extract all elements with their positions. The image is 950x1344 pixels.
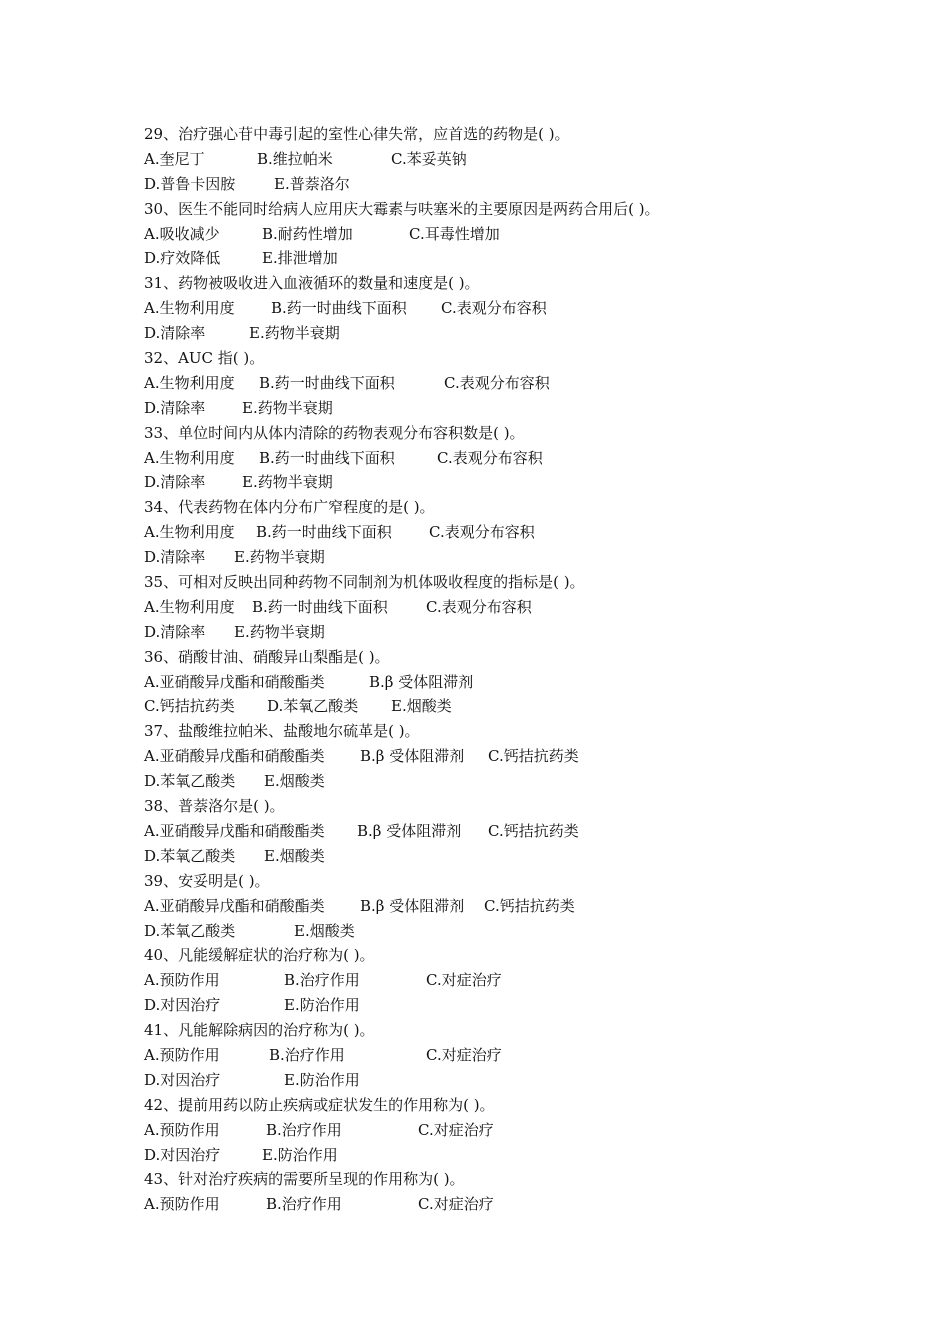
option-a: C.钙拮抗药类 (144, 697, 235, 716)
option-a: D.清除率 (144, 324, 206, 343)
option-b: B.治疗作用 (269, 1045, 345, 1064)
option-row (144, 545, 844, 570)
option-row (144, 246, 844, 271)
option-a: A.奎尼丁 (144, 149, 205, 168)
option-a: A.预防作用 (144, 1045, 220, 1064)
option-a: D.苯氧乙酸类 (144, 772, 236, 791)
option-b: E.烟酸类 (294, 921, 355, 940)
question-text: 43、针对治疗疾病的需要所呈现的作用称为( )。 (144, 1170, 465, 1189)
question-text: 37、盐酸维拉帕米、盐酸地尔硫革是( )。 (144, 722, 420, 741)
option-b: B.β 受体阻滞剂 (360, 896, 465, 915)
option-c: C.对症治疗 (426, 971, 502, 990)
option-row (144, 993, 844, 1018)
option-row (144, 1118, 844, 1143)
option-row (144, 819, 844, 844)
option-a: A.生物利用度 (144, 373, 235, 392)
option-b: B.β 受体阻滞剂 (369, 672, 474, 691)
question-text: 36、硝酸甘油、硝酸异山梨酯是( )。 (144, 647, 390, 666)
option-a: D.普鲁卡因胺 (144, 174, 236, 193)
option-b: B.β 受体阻滞剂 (360, 747, 465, 766)
option-a: D.对因治疗 (144, 1070, 221, 1089)
option-row (144, 222, 844, 247)
option-row (144, 595, 844, 620)
option-c: C.表观分布容积 (437, 448, 543, 467)
option-c: C.对症治疗 (418, 1195, 494, 1214)
option-b: B.药一时曲线下面积 (252, 597, 388, 616)
option-b: E.药物半衰期 (249, 324, 340, 343)
option-row (144, 1043, 844, 1068)
option-row (144, 520, 844, 545)
option-c: E.烟酸类 (391, 697, 452, 716)
option-c: C.表观分布容积 (426, 597, 532, 616)
option-b: B.治疗作用 (284, 971, 360, 990)
option-b: B.治疗作用 (266, 1120, 342, 1139)
option-a: A.预防作用 (144, 971, 220, 990)
option-b: B.药一时曲线下面积 (259, 373, 395, 392)
option-b: E.防治作用 (284, 996, 360, 1015)
option-row (144, 1068, 844, 1093)
option-b: B.药一时曲线下面积 (271, 299, 407, 318)
option-c: C.表观分布容积 (441, 299, 547, 318)
question-text: 35、可相对反映出同种药物不同制剂为机体吸收程度的指标是( )。 (144, 573, 585, 592)
option-a: D.清除率 (144, 548, 206, 567)
option-row (144, 968, 844, 993)
option-b: E.烟酸类 (264, 846, 325, 865)
question-text: 29、治疗强心苷中毒引起的室性心律失常，应首选的药物是( )。 (144, 125, 570, 143)
option-row (144, 670, 844, 695)
option-b: E.药物半衰期 (242, 398, 333, 417)
option-b: E.排泄增加 (262, 249, 338, 268)
option-b: E.烟酸类 (264, 772, 325, 791)
option-row (144, 620, 844, 645)
question-text: 31、药物被吸收进入血液循环的数量和速度是( )。 (144, 274, 480, 293)
option-row (144, 446, 844, 471)
question-text: 32、AUC 指( )。 (144, 349, 265, 368)
option-a: A.亚硝酸异戊酯和硝酸酯类 (144, 672, 325, 691)
option-c: C.苯妥英钠 (391, 149, 467, 168)
option-row (144, 296, 844, 321)
option-b: B.耐药性增加 (262, 224, 353, 243)
option-row (144, 470, 844, 495)
option-a: D.疗效降低 (144, 249, 221, 268)
option-a: D.苯氧乙酸类 (144, 846, 236, 865)
option-a: A.生物利用度 (144, 597, 235, 616)
option-b: B.β 受体阻滞剂 (357, 821, 462, 840)
question-text: 42、提前用药以防止疾病或症状发生的作用称为( )。 (144, 1095, 495, 1114)
option-row (144, 321, 844, 346)
question-text: 38、普萘洛尔是( )。 (144, 797, 285, 816)
question-list (144, 122, 844, 1217)
option-a: A.亚硝酸异戊酯和硝酸酯类 (144, 747, 325, 766)
option-row (144, 396, 844, 421)
option-a: A.生物利用度 (144, 523, 235, 542)
option-c: C.表观分布容积 (444, 373, 550, 392)
question-text: 34、代表药物在体内分布广窄程度的是( )。 (144, 498, 435, 517)
option-b: B.维拉帕米 (257, 149, 333, 168)
option-row (144, 694, 844, 719)
option-a: A.亚硝酸异戊酯和硝酸酯类 (144, 896, 325, 915)
question-text: 30、医生不能同时给病人应用庆大霉素与呋塞米的主要原因是两药合用后( )。 (144, 199, 660, 218)
option-a: D.对因治疗 (144, 1145, 221, 1164)
option-c: C.对症治疗 (418, 1120, 494, 1139)
option-c: C.钙拮抗药类 (488, 821, 579, 840)
option-a: D.清除率 (144, 398, 206, 417)
question-text: 41、凡能解除病因的治疗称为( )。 (144, 1021, 375, 1040)
option-a: A.吸收减少 (144, 224, 220, 243)
option-b: E.防治作用 (284, 1070, 360, 1089)
option-row (144, 172, 844, 197)
option-a: A.预防作用 (144, 1120, 220, 1139)
option-row (144, 744, 844, 769)
option-a: A.生物利用度 (144, 299, 235, 318)
option-a: D.苯氧乙酸类 (144, 921, 236, 940)
option-b: E.药物半衰期 (242, 473, 333, 492)
option-b: E.普萘洛尔 (274, 174, 350, 193)
option-c: C.钙拮抗药类 (488, 747, 579, 766)
option-row (144, 1192, 844, 1217)
option-b: E.防治作用 (262, 1145, 338, 1164)
option-row (144, 1143, 844, 1168)
question-text: 33、单位时间内从体内清除的药物表观分布容积数是( )。 (144, 423, 525, 442)
option-b: B.治疗作用 (266, 1195, 342, 1214)
option-a: D.清除率 (144, 622, 206, 641)
option-b: D.苯氧乙酸类 (267, 697, 359, 716)
option-a: A.生物利用度 (144, 448, 235, 467)
option-b: B.药一时曲线下面积 (259, 448, 395, 467)
option-a: D.对因治疗 (144, 996, 221, 1015)
option-row (144, 769, 844, 794)
option-b: E.药物半衰期 (234, 622, 325, 641)
option-a: A.预防作用 (144, 1195, 220, 1214)
option-b: B.药一时曲线下面积 (256, 523, 392, 542)
question-text: 39、安妥明是( )。 (144, 871, 270, 890)
option-row (144, 371, 844, 396)
option-c: C.钙拮抗药类 (484, 896, 575, 915)
option-c: C.对症治疗 (426, 1045, 502, 1064)
option-row (144, 147, 844, 172)
option-c: C.耳毒性增加 (409, 224, 500, 243)
option-c: C.表观分布容积 (429, 523, 535, 542)
option-row (144, 844, 844, 869)
option-a: A.亚硝酸异戊酯和硝酸酯类 (144, 821, 325, 840)
option-row (144, 919, 844, 944)
option-a: D.清除率 (144, 473, 206, 492)
option-b: E.药物半衰期 (234, 548, 325, 567)
option-row (144, 894, 844, 919)
question-text: 40、凡能缓解症状的治疗称为( )。 (144, 946, 375, 965)
